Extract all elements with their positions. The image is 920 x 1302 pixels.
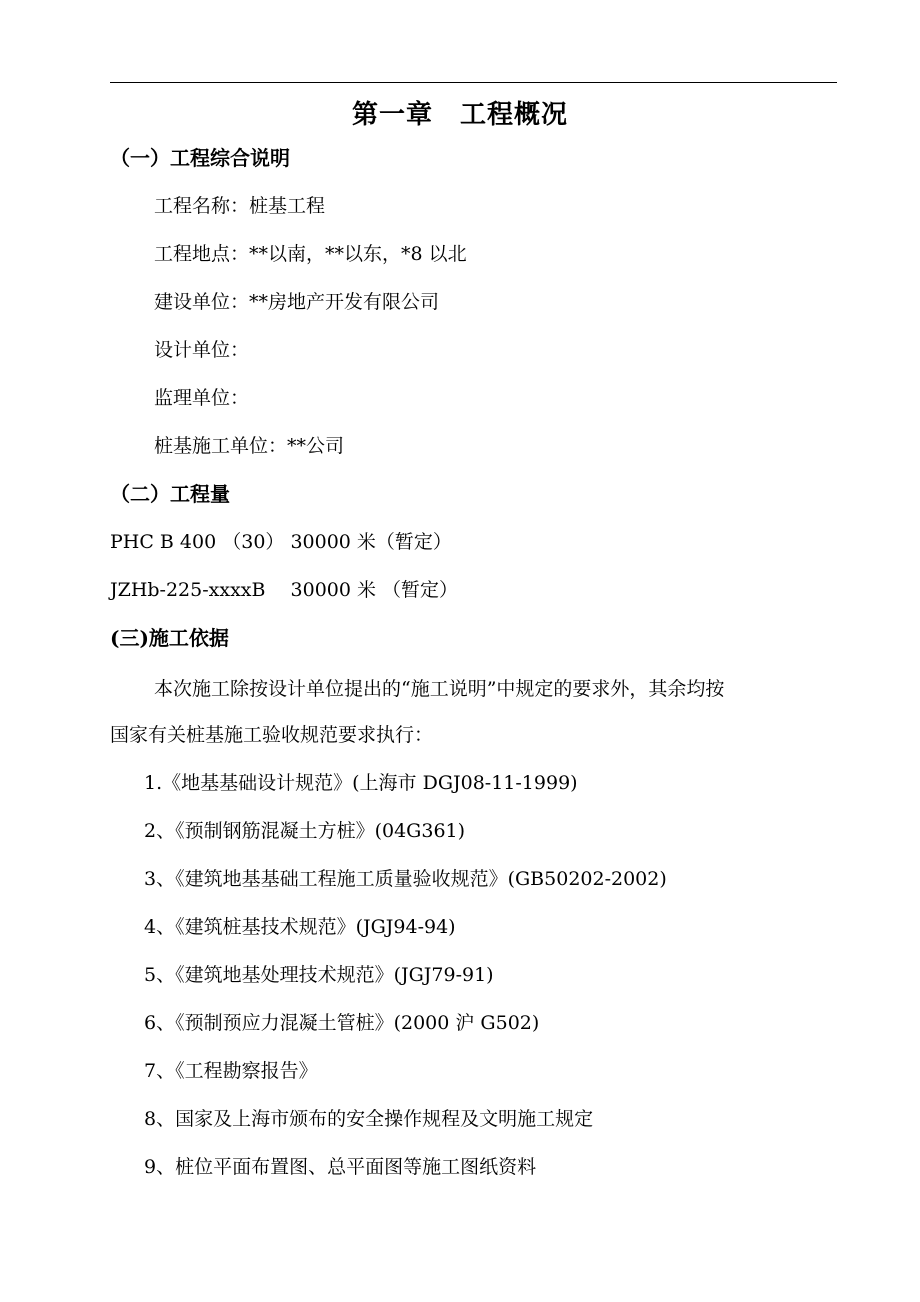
basis-list-item: 2、《预制钢筋混凝土方桩》(04G361) [144, 820, 466, 842]
header-rule [110, 82, 837, 83]
project-name-line: 工程名称：桩基工程 [154, 195, 326, 217]
basis-list-item: 6、《预制预应力混凝土管桩》(2000 沪 G502) [144, 1012, 540, 1034]
quantity-line: PHC B 400 （30） 30000 米（暂定） [110, 531, 452, 553]
basis-list-item: 8、国家及上海市颁布的安全操作规程及文明施工规定 [144, 1108, 594, 1130]
supervision-unit-line: 监理单位： [154, 387, 250, 409]
basis-list-item: 4、《建筑桩基技术规范》(JGJ94-94) [144, 916, 456, 938]
basis-paragraph-line: 国家有关桩基施工验收规范要求执行： [110, 724, 434, 746]
basis-list-item: 1.《地基基础设计规范》(上海市 DGJ08-11-1999) [144, 772, 578, 794]
section-heading-quantities: （二）工程量 [110, 482, 230, 506]
chapter-title: 第一章 工程概况 [351, 100, 568, 130]
project-location-line: 工程地点：**以南，**以东，*8 以北 [154, 243, 467, 265]
basis-list-item: 3、《建筑地基基础工程施工质量验收规范》(GB50202-2002) [144, 868, 667, 890]
pile-contractor-line: 桩基施工单位：**公司 [154, 435, 345, 457]
section-heading-basis: (三)施工依据 [110, 626, 229, 650]
basis-paragraph-line: 本次施工除按设计单位提出的“施工说明”中规定的要求外，其余均按 [154, 678, 725, 700]
basis-list-item: 5、《建筑地基处理技术规范》(JGJ79-91) [144, 964, 494, 986]
owner-line: 建设单位：**房地产开发有限公司 [154, 291, 440, 313]
quantity-line: JZHb-225-xxxxB 30000 米 （暂定） [110, 579, 459, 601]
basis-list-item: 7、《工程勘察报告》 [144, 1060, 318, 1082]
design-unit-line: 设计单位： [154, 339, 250, 361]
basis-list-item: 9、桩位平面布置图、总平面图等施工图纸资料 [144, 1156, 537, 1178]
section-heading-overview: （一）工程综合说明 [110, 146, 290, 170]
